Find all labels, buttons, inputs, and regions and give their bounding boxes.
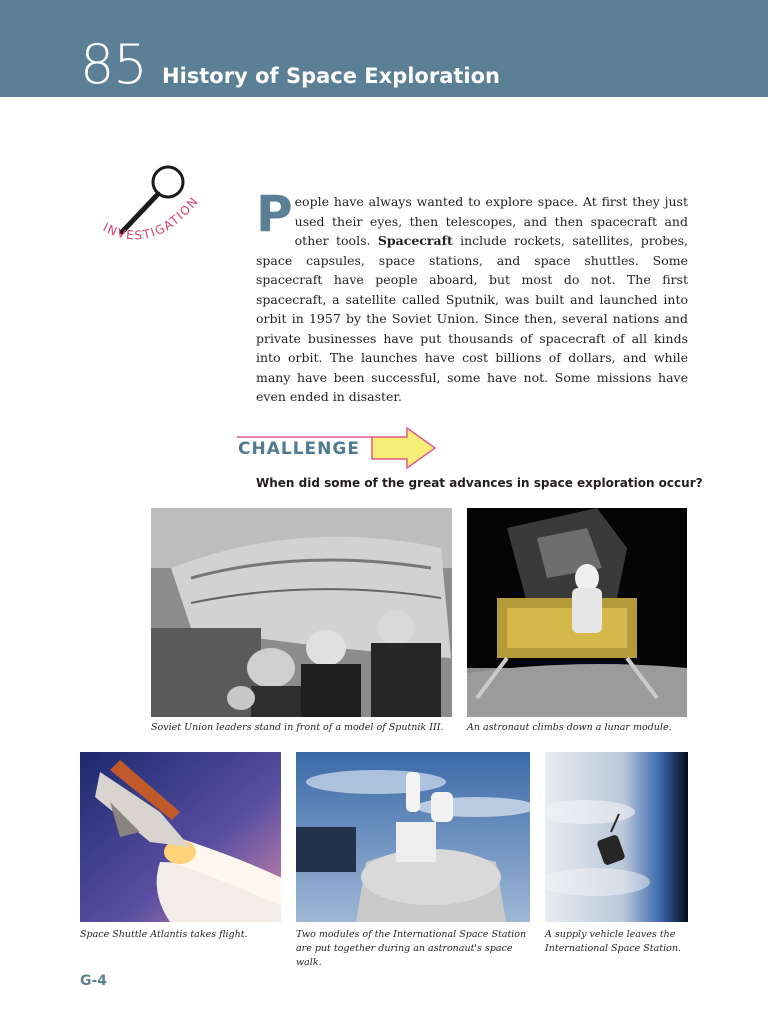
caption-shuttle-launch: Space Shuttle Atlantis takes flight. (80, 929, 248, 940)
intro-text-before: eople have always wanted to explore space. At first they just used their eyes, then telescopes, and then spacecraft and other tools. (294, 194, 688, 248)
challenge-question: When did some of the great advances in space exploration occur? (256, 476, 703, 490)
photo-shuttle-launch (80, 752, 281, 922)
lesson-title: History of Space Exploration (162, 64, 500, 88)
badge-label: INVESTIGATION (100, 193, 202, 243)
photo-iss-spacewalk (296, 752, 530, 922)
chapter-header (0, 0, 768, 97)
photo-supply-vehicle (545, 752, 688, 922)
intro-paragraph (256, 185, 688, 407)
caption-sputnik-model: Soviet Union leaders stand in front of a model of Sputnik III. (151, 722, 444, 733)
magnifying-glass-icon (94, 158, 220, 258)
page-number: G-4 (80, 973, 108, 989)
lesson-number: 85 (80, 33, 147, 96)
investigation-badge (94, 158, 220, 258)
caption-supply-vehicle: A supply vehicle leaves the International Space Station. (545, 929, 681, 954)
challenge-label: CHALLENGE (238, 439, 360, 459)
caption-iss-spacewalk: Two modules of the International Space Station are put together during an astronaut's space walk. (296, 929, 527, 968)
caption-lunar-module: An astronaut climbs down a lunar module. (467, 722, 672, 733)
drop-cap: P (256, 185, 293, 243)
intro-text-after: include rockets, satellites, probes, space capsules, space stations, and space shuttles. Some spacecraft have people aboard, but most do not. The first spacecraft, a satellite called Sputnik, was built and launched into orbit in 1957 by the Soviet Union. Since then, several nations and private businesses have put thousands of spacecraft of all kinds into orbit. The launches have cost billions of dollars, and while many have been successful, some have not. Some missions have even ended in disaster. (256, 233, 688, 404)
key-term: Spacecraft (377, 233, 453, 248)
photo-sputnik-model (151, 508, 452, 717)
photo-lunar-module (467, 508, 687, 717)
